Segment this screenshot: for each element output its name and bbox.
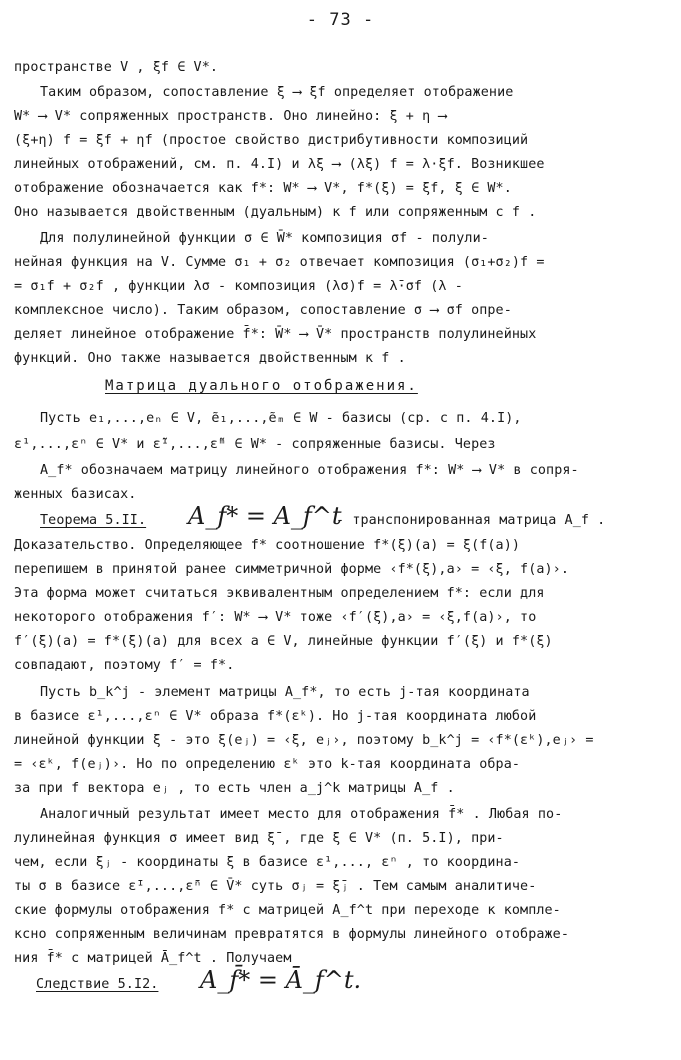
corollary-title: Следствие 5.I2.: [36, 977, 159, 992]
text-line: перепишем в принятой ранее симметричной форме ‹f*(ξ),a› = ‹ξ, f(a)›.: [14, 562, 570, 577]
text-line: Для полулинейной функции σ ∈ W̄* композиция σf - полули-: [40, 231, 489, 246]
text-line: функций. Оно также называется двойственным к f .: [14, 351, 406, 366]
text-line: = σ₁f + σ₂f , функции λσ - композиция (λσ)f = λ̄·σf (λ -: [14, 279, 463, 294]
text-line: линейных отображений, см. п. 4.I) и λξ ⟶ (λξ) f = λ·ξf. Возникшее: [14, 157, 545, 172]
text-line: чем, если ξⱼ - координаты ξ в базисе ε¹,..., εⁿ , то координа-: [14, 855, 521, 870]
text-line: лулинейная функция σ имеет вид ξ̄ , где ξ ∈ V* (п. 5.I), при-: [14, 831, 504, 846]
text-line: в базисе ε¹,...,εⁿ ∈ V* образа f*(εᵏ). Но j-тая координата любой: [14, 709, 537, 724]
text-line: - транспонированная матрица A_f .: [336, 513, 606, 528]
text-line: женных базисах.: [14, 487, 137, 502]
text-line: ксно сопряженным величинам превратятся в формулы линейного отображе-: [14, 927, 570, 942]
text-line: A_f* обозначаем матрицу линейного отображения f*: W* ⟶ V* в сопря-: [40, 463, 579, 478]
text-line: Оно называется двойственным (дуальным) к f или сопряженным с f .: [14, 205, 537, 220]
text-line: Пусть b_k^j - элемент матрицы A_f*, то есть j-тая координата: [40, 685, 530, 700]
text-line: Аналогичный результат имеет место для отображения f̄* . Любая по-: [40, 807, 563, 822]
text-line: за при f вектора eⱼ , то есть член a_j^k матрицы A_f .: [14, 781, 455, 796]
corollary-label: [36, 974, 186, 996]
text-line: Доказательство. Определяющее f* соотношение f*(ξ)(a) = ξ(f(a)): [14, 538, 521, 553]
theorem-label: [40, 510, 180, 532]
text-line: комплексное число). Таким образом, сопоставление σ ⟶ σf опре-: [14, 303, 512, 318]
text-line: f′(ξ)(a) = f*(ξ)(a) для всех a ∈ V, линейные функции f′(ξ) и f*(ξ): [14, 634, 553, 649]
text-line: ε¹,...,εⁿ ∈ V* и ε̃¹,...,ε̃ᵐ ∈ W* - сопряженные базисы. Через: [14, 437, 496, 452]
text-line: деляет линейное отображение f̄*: W̄* ⟶ V̄* пространств полулинейных: [14, 327, 537, 342]
text-line: Эта форма может считаться эквивалентным определением f*: если для: [14, 586, 545, 601]
text-line: Таким образом, сопоставление ξ ⟶ ξf определяет отображение: [40, 85, 514, 100]
text-line: некоторого отображения f′: W* ⟶ V* тоже ‹f′(ξ),a› = ‹ξ,f(a)›, то: [14, 610, 537, 625]
text-line: W* ⟶ V* сопряженных пространств. Оно линейно: ξ + η ⟶: [14, 109, 447, 124]
text-line: (ξ+η) f = ξf + ηf (простое свойство дистрибутивности композиций: [14, 133, 529, 148]
text-line: пространстве V , ξf ∈ V*.: [14, 60, 219, 75]
corollary-formula: A_f̄* = Ā_f^t.: [200, 966, 362, 994]
text-line: отображение обозначается как f*: W* ⟶ V*, f*(ξ) = ξf, ξ ∈ W*.: [14, 181, 512, 196]
text-line: линейной функции ξ - это ξ(eⱼ) = ‹ξ, eⱼ›, поэтому b_k^j = ‹f*(εᵏ),eⱼ› =: [14, 733, 594, 748]
text-line: ты σ в базисе ε̄¹,...,ε̄ⁿ ∈ V̄* суть σⱼ = ξ̄ⱼ . Тем самым аналитиче-: [14, 879, 537, 894]
theorem-title: Теорема 5.II.: [40, 513, 147, 528]
page-number: - 73 -: [306, 10, 375, 30]
text-line: Пусть e₁,...,eₙ ∈ V, ẽ₁,...,ẽₘ ∈ W - базисы (ср. с п. 4.I),: [40, 411, 522, 426]
text-line: совпадают, поэтому f′ = f*.: [14, 658, 235, 673]
text-line: = ‹εᵏ, f(eⱼ)›. Но по определению εᵏ это k-тая координата обра-: [14, 757, 521, 772]
text-line: ские формулы отображения f* с матрицей A_f^t при переходе к компле-: [14, 903, 561, 918]
text-line: ния f̄* с матрицей Ā_f^t . Получаем: [14, 951, 292, 966]
section-heading: Матрица дуального отображения.: [105, 378, 418, 394]
theorem-formula: A_f* = A_f^t: [188, 502, 342, 530]
text-line: нейная функция на V. Сумме σ₁ + σ₂ отвечает композиция (σ₁+σ₂)f =: [14, 255, 545, 270]
